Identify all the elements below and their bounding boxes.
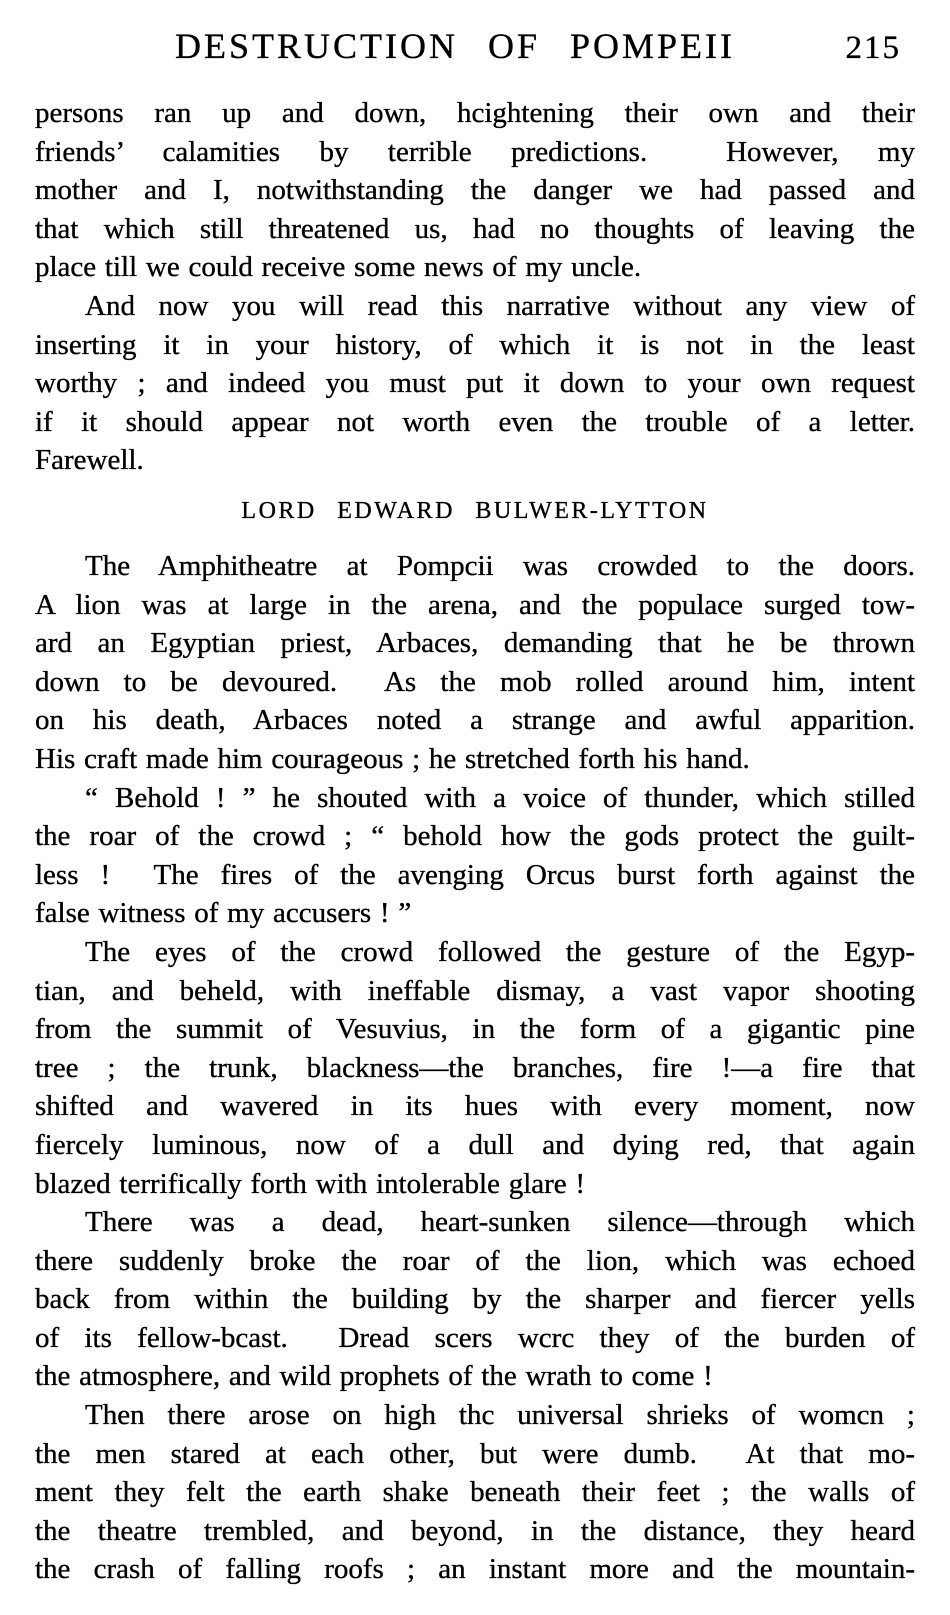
text-line: Farewell. — [35, 444, 144, 477]
text-line: inserting it in your history, of which it is not in the least — [35, 328, 915, 361]
text-line: that which still threatened us, had no thoughts of leaving the — [35, 212, 915, 245]
text-line: there suddenly broke the roar of the lion, which was echoed — [35, 1244, 915, 1277]
paragraph-5 — [35, 933, 915, 1203]
text-line: blazed terrifically forth with intolerable glare ! — [35, 1167, 586, 1200]
text-line: friends’ calamities by terrible predictions. However, my — [35, 135, 915, 168]
text-line: on his death, Arbaces noted a strange and awful apparition. — [35, 704, 915, 737]
text-line: false witness of my accusers ! ” — [35, 897, 412, 930]
paragraph-3 — [35, 547, 915, 779]
text-line: persons ran up and down, hcightening their own and their — [35, 97, 915, 129]
text-line: tian, and beheld, with ineffable dismay, a vast vapor shooting — [35, 974, 915, 1007]
text-line: There was a dead, heart-sunken silence—through which — [85, 1206, 915, 1239]
text-block-top — [35, 94, 915, 480]
text-line: worthy ; and indeed you must put it down to your own request — [35, 367, 915, 400]
text-line: the atmosphere, and wild prophets of the wrath to come ! — [35, 1360, 713, 1393]
text-line: The eyes of the crowd followed the gesture of the Egyp- — [85, 935, 915, 968]
text-block-main — [35, 547, 915, 1589]
text-line: back from within the building by the sharper and fiercer yells — [35, 1283, 915, 1316]
text-line: “ Behold ! ” he shouted with a voice of thunder, which stilled — [85, 781, 915, 814]
section-heading-author: LORD EDWARD BULWER-LYTTON — [241, 498, 709, 524]
text-line: shifted and wavered in its hues with every moment, now — [35, 1090, 915, 1123]
paragraph-6 — [35, 1203, 915, 1396]
page-number: 215 — [845, 30, 901, 66]
text-line: tree ; the trunk, blackness—the branches, fire !—a fire that — [35, 1051, 915, 1084]
text-line: the theatre trembled, and beyond, in the distance, they heard — [35, 1514, 915, 1547]
text-line: And now you will read this narrative without any view of — [85, 289, 915, 322]
text-line: of its fellow-bcast. Dread scers wcrc they of the burden of — [35, 1321, 915, 1354]
paragraph-2 — [35, 287, 915, 480]
text-line: ment they felt the earth shake beneath their feet ; the walls of — [35, 1476, 915, 1509]
paragraph-7 — [35, 1396, 915, 1589]
paragraph-4 — [35, 779, 915, 933]
text-line: His craft made him courageous ; he stretched forth his hand. — [35, 742, 750, 775]
text-line: less ! The fires of the avenging Orcus burst forth against the — [35, 858, 915, 891]
text-line: A lion was at large in the arena, and the populace surged tow- — [35, 588, 915, 621]
text-line: if it should appear not worth even the trouble of a letter. — [35, 405, 915, 438]
running-header — [35, 24, 915, 70]
text-line: ard an Egyptian priest, Arbaces, demanding that he be thrown — [35, 627, 915, 660]
running-header-title: DESTRUCTION OF POMPEII — [174, 26, 736, 66]
text-line: down to be devoured. As the mob rolled around him, intent — [35, 665, 915, 698]
text-line: Then there arose on high thc universal shrieks of womcn ; — [85, 1399, 915, 1432]
text-line: the roar of the crowd ; “ behold how the gods protect the guilt- — [35, 820, 915, 853]
text-line: mother and I, notwithstanding the danger we had passed and — [35, 174, 915, 207]
paragraph-1 — [35, 94, 915, 287]
text-line: the crash of falling roofs ; an instant more and the mountain- — [35, 1553, 915, 1586]
text-line: The Amphitheatre at Pompcii was crowded to the doors. — [85, 550, 915, 582]
text-line: the men stared at each other, but were dumb. At that mo- — [35, 1437, 915, 1470]
text-line: from the summit of Vesuvius, in the form of a gigantic pine — [35, 1013, 915, 1046]
text-line: fiercely luminous, now of a dull and dying red, that again — [35, 1128, 915, 1161]
text-line: place till we could receive some news of my uncle. — [35, 251, 642, 284]
